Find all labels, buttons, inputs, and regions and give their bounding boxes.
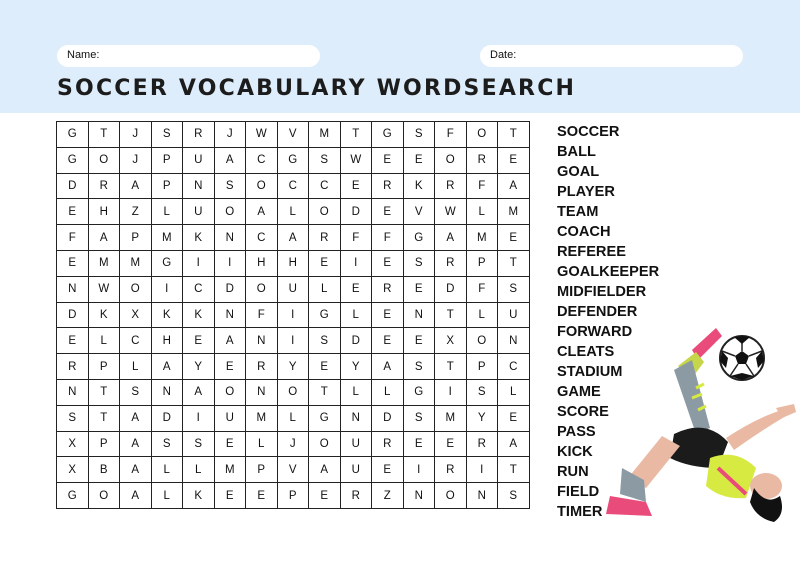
grid-cell[interactable]: F <box>372 225 404 251</box>
grid-cell[interactable]: N <box>498 328 530 354</box>
grid-cell[interactable]: S <box>403 405 435 431</box>
word-item: SOCCER <box>557 124 620 140</box>
grid-cell[interactable]: D <box>340 199 372 225</box>
grid-cell[interactable]: F <box>435 122 467 148</box>
grid-cell[interactable]: A <box>120 431 152 457</box>
grid-cell[interactable]: E <box>403 276 435 302</box>
grid-cell[interactable]: X <box>120 302 152 328</box>
word-item: DEFENDER <box>557 304 638 320</box>
grid-cell[interactable]: A <box>309 457 341 483</box>
grid-cell[interactable]: Z <box>120 199 152 225</box>
grid-cell[interactable]: V <box>277 457 309 483</box>
grid-cell[interactable]: O <box>214 379 246 405</box>
grid-cell[interactable]: A <box>214 328 246 354</box>
grid-cell[interactable]: W <box>340 147 372 173</box>
grid-row <box>57 328 530 354</box>
grid-cell[interactable]: K <box>88 302 120 328</box>
grid-cell[interactable]: L <box>498 379 530 405</box>
grid-cell[interactable]: L <box>340 302 372 328</box>
grid-cell[interactable]: I <box>340 250 372 276</box>
grid-cell[interactable]: N <box>246 379 278 405</box>
grid-cell[interactable]: M <box>88 250 120 276</box>
grid-cell[interactable]: L <box>151 483 183 509</box>
grid-cell[interactable]: H <box>151 328 183 354</box>
grid-cell[interactable]: O <box>309 199 341 225</box>
grid-cell[interactable]: S <box>498 276 530 302</box>
grid-cell[interactable]: F <box>57 225 89 251</box>
grid-cell[interactable]: L <box>309 276 341 302</box>
grid-cell[interactable]: N <box>214 225 246 251</box>
grid-cell[interactable]: O <box>214 199 246 225</box>
grid-row <box>57 276 530 302</box>
grid-cell[interactable]: O <box>88 483 120 509</box>
grid-row <box>57 457 530 483</box>
grid-cell[interactable]: R <box>466 147 498 173</box>
word-item: PASS <box>557 424 596 440</box>
grid-cell[interactable]: M <box>309 122 341 148</box>
grid-cell[interactable]: G <box>57 147 89 173</box>
date-label: Date: <box>490 49 517 61</box>
grid-cell[interactable]: E <box>183 328 215 354</box>
grid-cell[interactable]: L <box>246 431 278 457</box>
support-leg <box>606 436 680 516</box>
grid-cell[interactable]: I <box>183 250 215 276</box>
grid-cell[interactable]: L <box>277 199 309 225</box>
grid-cell[interactable]: S <box>309 147 341 173</box>
grid-cell[interactable]: Y <box>466 405 498 431</box>
grid-cell[interactable]: E <box>340 173 372 199</box>
grid-cell[interactable]: E <box>372 199 404 225</box>
grid-cell[interactable]: D <box>214 276 246 302</box>
grid-cell[interactable]: A <box>151 354 183 380</box>
wordsearch-grid <box>56 121 530 509</box>
grid-cell[interactable]: S <box>498 483 530 509</box>
grid-cell[interactable]: G <box>403 225 435 251</box>
grid-row <box>57 405 530 431</box>
grid-cell[interactable]: O <box>246 276 278 302</box>
grid-cell[interactable]: O <box>435 483 467 509</box>
grid-cell[interactable]: P <box>277 483 309 509</box>
grid-cell[interactable]: L <box>120 354 152 380</box>
grid-row <box>57 147 530 173</box>
grid-row <box>57 379 530 405</box>
grid-cell[interactable]: W <box>88 276 120 302</box>
grid-cell[interactable]: A <box>277 225 309 251</box>
grid-row <box>57 173 530 199</box>
grid-cell[interactable]: T <box>340 122 372 148</box>
grid-cell[interactable]: A <box>88 225 120 251</box>
grid-cell[interactable]: A <box>372 354 404 380</box>
date-field[interactable] <box>480 45 743 67</box>
grid-cell[interactable]: C <box>277 173 309 199</box>
grid-cell[interactable]: J <box>214 122 246 148</box>
grid-cell[interactable]: R <box>183 122 215 148</box>
grid-cell[interactable]: K <box>151 302 183 328</box>
grid-cell[interactable]: A <box>498 173 530 199</box>
grid-cell[interactable]: U <box>340 457 372 483</box>
grid-cell[interactable]: O <box>246 173 278 199</box>
grid-cell[interactable]: P <box>151 147 183 173</box>
grid-cell[interactable]: L <box>88 328 120 354</box>
grid-cell[interactable]: Y <box>277 354 309 380</box>
player-head <box>750 473 782 522</box>
grid-cell[interactable]: L <box>151 199 183 225</box>
grid-cell[interactable]: M <box>498 199 530 225</box>
grid-cell[interactable]: R <box>435 250 467 276</box>
grid-cell[interactable]: C <box>183 276 215 302</box>
grid-cell[interactable]: S <box>151 122 183 148</box>
grid-cell[interactable]: S <box>183 431 215 457</box>
grid-cell[interactable]: A <box>183 379 215 405</box>
grid-cell[interactable]: S <box>214 173 246 199</box>
grid-cell[interactable]: R <box>372 173 404 199</box>
grid-cell[interactable]: M <box>246 405 278 431</box>
word-item: GOAL <box>557 164 600 180</box>
word-item: KICK <box>557 444 593 460</box>
grid-cell[interactable]: N <box>214 302 246 328</box>
word-item: FIELD <box>557 484 600 500</box>
grid-cell[interactable]: O <box>277 379 309 405</box>
grid-cell[interactable]: U <box>340 431 372 457</box>
grid-cell[interactable]: T <box>435 354 467 380</box>
word-item: FORWARD <box>557 324 633 340</box>
grid-cell[interactable]: J <box>120 122 152 148</box>
grid-cell[interactable]: A <box>120 483 152 509</box>
name-field[interactable] <box>57 45 320 67</box>
grid-cell[interactable]: U <box>498 302 530 328</box>
grid-cell[interactable]: F <box>340 225 372 251</box>
grid-cell[interactable]: S <box>151 431 183 457</box>
grid-row <box>57 199 530 225</box>
grid-cell[interactable]: C <box>309 173 341 199</box>
grid-cell[interactable]: F <box>466 173 498 199</box>
grid-cell[interactable]: T <box>88 379 120 405</box>
grid-cell[interactable]: B <box>88 457 120 483</box>
grid-row <box>57 250 530 276</box>
grid-cell[interactable]: N <box>466 483 498 509</box>
grid-cell[interactable]: P <box>120 225 152 251</box>
grid-cell[interactable]: A <box>246 199 278 225</box>
soccer-player-illustration <box>606 318 800 528</box>
grid-cell[interactable]: T <box>435 302 467 328</box>
grid-cell[interactable]: L <box>183 457 215 483</box>
grid-cell[interactable]: L <box>340 379 372 405</box>
grid-cell[interactable]: E <box>498 225 530 251</box>
grid-cell[interactable]: E <box>340 276 372 302</box>
grid-cell[interactable]: T <box>88 405 120 431</box>
word-item: COACH <box>557 224 611 240</box>
grid-cell[interactable]: E <box>403 147 435 173</box>
grid-cell[interactable]: O <box>435 147 467 173</box>
grid-cell[interactable]: O <box>466 122 498 148</box>
arm <box>726 410 786 450</box>
grid-cell[interactable]: T <box>498 122 530 148</box>
grid-cell[interactable]: J <box>277 431 309 457</box>
grid-cell[interactable]: A <box>120 457 152 483</box>
grid-cell[interactable]: I <box>214 250 246 276</box>
grid-cell[interactable]: E <box>57 328 89 354</box>
grid-cell[interactable]: J <box>120 147 152 173</box>
word-item: RUN <box>557 464 589 480</box>
word-item: MIDFIELDER <box>557 284 647 300</box>
grid-cell[interactable]: G <box>309 405 341 431</box>
grid-cell[interactable]: I <box>183 405 215 431</box>
grid-cell[interactable]: E <box>214 483 246 509</box>
grid-cell[interactable]: R <box>246 354 278 380</box>
grid-cell[interactable]: U <box>214 405 246 431</box>
grid-cell[interactable]: P <box>466 250 498 276</box>
grid-cell[interactable]: F <box>466 276 498 302</box>
grid-cell[interactable]: N <box>403 483 435 509</box>
grid-cell[interactable]: E <box>246 483 278 509</box>
grid-cell[interactable]: Z <box>372 483 404 509</box>
grid-cell[interactable]: N <box>57 276 89 302</box>
word-item: TEAM <box>557 204 599 220</box>
grid-cell[interactable]: X <box>57 431 89 457</box>
grid-cell[interactable]: A <box>214 147 246 173</box>
grid-cell[interactable]: Y <box>183 354 215 380</box>
grid-cell[interactable]: E <box>57 199 89 225</box>
grid-cell[interactable]: K <box>183 302 215 328</box>
grid-row <box>57 483 530 509</box>
grid-cell[interactable]: E <box>403 328 435 354</box>
grid-cell[interactable]: E <box>372 302 404 328</box>
grid-cell[interactable]: R <box>309 225 341 251</box>
grid-cell[interactable]: N <box>340 405 372 431</box>
grid-cell[interactable]: K <box>183 225 215 251</box>
grid-cell[interactable]: I <box>277 328 309 354</box>
grid-cell[interactable]: L <box>277 405 309 431</box>
grid-cell[interactable]: G <box>372 122 404 148</box>
grid-cell[interactable]: U <box>183 199 215 225</box>
grid-cell[interactable]: T <box>309 379 341 405</box>
word-item: GAME <box>557 384 601 400</box>
grid-cell[interactable]: G <box>57 122 89 148</box>
grid-cell[interactable]: N <box>57 379 89 405</box>
grid-cell[interactable]: T <box>498 250 530 276</box>
grid-cell[interactable]: I <box>151 276 183 302</box>
grid-cell[interactable]: M <box>435 405 467 431</box>
grid-cell[interactable]: E <box>309 250 341 276</box>
grid-cell[interactable]: C <box>120 328 152 354</box>
word-item: CLEATS <box>557 344 615 360</box>
grid-cell[interactable]: P <box>88 431 120 457</box>
word-item: GOALKEEPER <box>557 264 660 280</box>
grid-cell[interactable]: W <box>435 199 467 225</box>
grid-cell[interactable]: S <box>403 354 435 380</box>
grid-cell[interactable]: D <box>57 173 89 199</box>
grid-cell[interactable]: R <box>340 483 372 509</box>
grid-cell[interactable]: E <box>498 147 530 173</box>
grid-cell[interactable]: P <box>88 354 120 380</box>
kicking-leg <box>674 328 722 434</box>
grid-cell[interactable]: N <box>183 173 215 199</box>
grid-cell[interactable]: N <box>246 328 278 354</box>
grid-row <box>57 302 530 328</box>
grid-cell[interactable]: M <box>466 225 498 251</box>
grid-cell[interactable]: E <box>57 250 89 276</box>
grid-cell[interactable]: T <box>88 122 120 148</box>
grid-cell[interactable]: O <box>466 328 498 354</box>
grid-cell[interactable]: G <box>151 250 183 276</box>
grid-cell[interactable]: D <box>151 405 183 431</box>
grid-cell[interactable]: X <box>435 328 467 354</box>
grid-cell[interactable]: S <box>466 379 498 405</box>
grid-cell[interactable]: D <box>372 405 404 431</box>
grid-cell[interactable]: E <box>214 354 246 380</box>
grid-cell[interactable]: E <box>372 457 404 483</box>
soccer-ball-icon <box>720 336 764 380</box>
grid-cell[interactable]: I <box>277 302 309 328</box>
grid-cell[interactable]: L <box>466 302 498 328</box>
grid-cell[interactable]: L <box>151 457 183 483</box>
word-item: BALL <box>557 144 596 160</box>
grid-cell[interactable]: S <box>403 122 435 148</box>
grid-cell[interactable]: R <box>88 173 120 199</box>
grid-cell[interactable]: D <box>435 276 467 302</box>
grid-cell[interactable]: I <box>403 457 435 483</box>
grid-cell[interactable]: O <box>120 276 152 302</box>
grid-cell[interactable]: E <box>372 328 404 354</box>
grid-cell[interactable]: I <box>466 457 498 483</box>
grid-cell[interactable]: C <box>246 225 278 251</box>
grid-cell[interactable]: K <box>183 483 215 509</box>
grid-cell[interactable]: E <box>372 147 404 173</box>
grid-cell[interactable]: E <box>498 405 530 431</box>
grid-cell[interactable]: H <box>246 250 278 276</box>
grid-cell[interactable]: N <box>403 302 435 328</box>
grid-cell[interactable]: A <box>435 225 467 251</box>
grid-cell[interactable]: L <box>372 379 404 405</box>
grid-cell[interactable]: P <box>151 173 183 199</box>
grid-cell[interactable]: E <box>214 431 246 457</box>
grid-cell[interactable]: U <box>183 147 215 173</box>
grid-cell[interactable]: R <box>372 431 404 457</box>
grid-cell[interactable]: R <box>372 276 404 302</box>
grid-cell[interactable]: S <box>57 405 89 431</box>
grid-cell[interactable]: G <box>57 483 89 509</box>
grid-cell[interactable]: E <box>309 354 341 380</box>
grid-cell[interactable]: R <box>435 173 467 199</box>
grid-cell[interactable]: M <box>151 225 183 251</box>
word-item: TIMER <box>557 504 603 520</box>
grid-cell[interactable]: A <box>498 431 530 457</box>
grid-cell[interactable]: W <box>246 122 278 148</box>
grid-cell[interactable]: T <box>498 457 530 483</box>
grid-cell[interactable]: S <box>309 328 341 354</box>
grid-cell[interactable]: E <box>372 250 404 276</box>
grid-cell[interactable]: E <box>309 483 341 509</box>
grid-cell[interactable]: G <box>403 379 435 405</box>
grid-cell[interactable]: V <box>403 199 435 225</box>
grid-cell[interactable]: E <box>435 431 467 457</box>
grid-cell[interactable]: U <box>277 276 309 302</box>
grid-cell[interactable]: L <box>466 199 498 225</box>
grid-cell[interactable]: E <box>403 431 435 457</box>
grid-cell[interactable]: R <box>57 354 89 380</box>
word-item: SCORE <box>557 404 609 420</box>
grid-cell[interactable]: A <box>120 405 152 431</box>
grid-cell[interactable]: O <box>309 431 341 457</box>
grid-cell[interactable]: A <box>120 173 152 199</box>
grid-cell[interactable]: H <box>277 250 309 276</box>
grid-cell[interactable]: F <box>246 302 278 328</box>
grid-row <box>57 354 530 380</box>
grid-cell[interactable]: D <box>57 302 89 328</box>
grid-cell[interactable]: C <box>498 354 530 380</box>
grid-row <box>57 431 530 457</box>
word-item: PLAYER <box>557 184 615 200</box>
grid-row <box>57 122 530 148</box>
grid-row <box>57 225 530 251</box>
grid-cell[interactable]: O <box>88 147 120 173</box>
grid-cell[interactable]: P <box>466 354 498 380</box>
grid-cell[interactable]: S <box>403 250 435 276</box>
grid-cell[interactable]: G <box>309 302 341 328</box>
grid-cell[interactable]: D <box>340 328 372 354</box>
grid-cell[interactable]: P <box>246 457 278 483</box>
grid-cell[interactable]: R <box>466 431 498 457</box>
grid-cell[interactable]: K <box>403 173 435 199</box>
word-item: REFEREE <box>557 244 626 260</box>
grid-cell[interactable]: H <box>88 199 120 225</box>
grid-cell[interactable]: G <box>277 147 309 173</box>
grid-cell[interactable]: V <box>277 122 309 148</box>
page-title: SOCCER VOCABULARY WORDSEARCH <box>57 76 577 101</box>
word-item: STADIUM <box>557 364 623 380</box>
grid-cell[interactable]: S <box>120 379 152 405</box>
name-label: Name: <box>67 49 100 61</box>
grid-cell[interactable]: R <box>435 457 467 483</box>
grid-cell[interactable]: Y <box>340 354 372 380</box>
grid-cell[interactable]: I <box>435 379 467 405</box>
grid-cell[interactable]: N <box>151 379 183 405</box>
grid-cell[interactable]: M <box>120 250 152 276</box>
grid-cell[interactable]: X <box>57 457 89 483</box>
grid-cell[interactable]: M <box>214 457 246 483</box>
grid-cell[interactable]: C <box>246 147 278 173</box>
